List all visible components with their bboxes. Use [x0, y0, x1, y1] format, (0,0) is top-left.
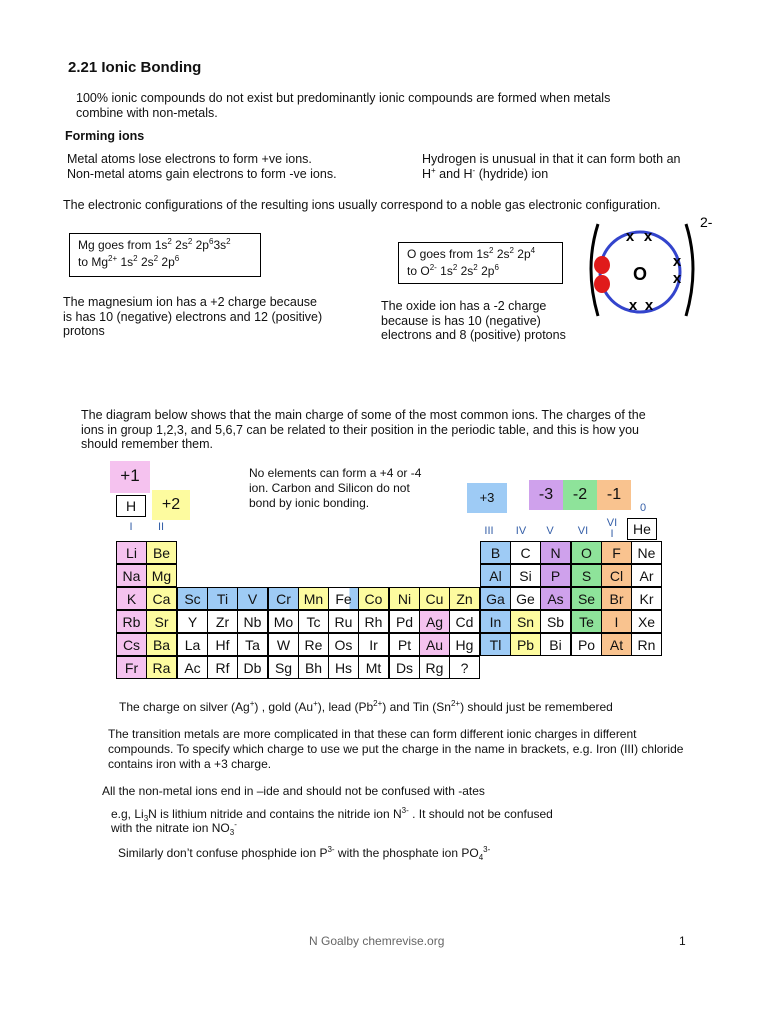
element-Al: Al	[480, 564, 511, 587]
charge-group5: -3	[529, 480, 563, 510]
element-Sr: Sr	[146, 610, 177, 633]
element-I: I	[601, 610, 632, 633]
element-Mg: Mg	[146, 564, 177, 587]
element-Y: Y	[177, 610, 208, 633]
forming-ions-heading: Forming ions	[65, 129, 145, 143]
element-Rb: Rb	[116, 610, 147, 633]
oxide-ion-diagram	[580, 212, 730, 324]
charge-group1: +1	[110, 461, 150, 493]
element-B: B	[480, 541, 511, 564]
element-Ir: Ir	[358, 633, 389, 656]
element-La: La	[177, 633, 208, 656]
nonmetal-ide-text: All the non-metal ions end in –ide and should not be confused with -ates	[102, 784, 485, 798]
element-Os: Os	[328, 633, 359, 656]
element-Cl: Cl	[601, 564, 632, 587]
group-label-III: III	[484, 525, 494, 537]
nitrate-line: with the nitrate ion $NO_3^-$	[111, 820, 237, 837]
element-Hs: Hs	[328, 656, 359, 679]
element-Pb: Pb	[510, 633, 541, 656]
no-four-note: No elements can form a +4 or -4 ion. Carbon and Silicon do not bond by ionic bonding.	[249, 466, 422, 510]
element-O: O	[571, 541, 602, 564]
element-Sc: Sc	[177, 587, 208, 610]
element-Au: Au	[419, 633, 450, 656]
group-label-IV: IV	[515, 525, 527, 537]
element-Nb: Nb	[237, 610, 268, 633]
charge-group7: -1	[597, 480, 631, 510]
element-Zn: Zn	[449, 587, 480, 610]
cross-1: x	[625, 228, 635, 245]
element-P: P	[540, 564, 571, 587]
group-label-I: I	[129, 521, 133, 533]
charge-group3: +3	[467, 483, 507, 513]
element-Ac: Ac	[177, 656, 208, 679]
cross-5: x	[628, 297, 638, 314]
group-label-II: II	[157, 521, 165, 533]
element-Re: Re	[298, 633, 329, 656]
element-As: As	[540, 587, 571, 610]
element-Zr: Zr	[207, 610, 238, 633]
element-Ds: Ds	[389, 656, 420, 679]
element-Ni: Ni	[389, 587, 420, 610]
element-Mo: Mo	[268, 610, 299, 633]
charge-group0: 0	[640, 502, 647, 514]
intro-text: 100% ionic compounds do not exist but predominantly ionic compounds are formed when metals combine with non-metals.	[76, 91, 611, 120]
metal-line-1: Metal atoms lose electrons to form +ve ions.	[67, 152, 312, 166]
element-Bh: Bh	[298, 656, 329, 679]
element-W: W	[268, 633, 299, 656]
group-label-VI: VI	[577, 525, 589, 537]
element-N: N	[540, 541, 571, 564]
element-Mt: Mt	[358, 656, 389, 679]
element-Sn: Sn	[510, 610, 541, 633]
element-Pt: Pt	[389, 633, 420, 656]
element-Be: Be	[146, 541, 177, 564]
electron-dot-1	[594, 256, 610, 274]
element-Ru: Ru	[328, 610, 359, 633]
mg-charge-text: The magnesium ion has a +2 charge because is has 10 (negative) electrons and 12 (positive) protons	[63, 295, 323, 338]
element-Cr: Cr	[268, 587, 299, 610]
o-config-box: O goes from $1s^2$ $2s^2$ $2p^4$ to $O^{2-}$ $1s^2$ $2s^2$ $2p^6$	[398, 242, 563, 284]
element-K: K	[116, 587, 147, 610]
element-Bi: Bi	[540, 633, 571, 656]
electronic-config-text: The electronic configurations of the resulting ions usually correspond to a noble gas electronic configuration.	[63, 198, 661, 212]
element-Tl: Tl	[480, 633, 511, 656]
element-Rf: Rf	[207, 656, 238, 679]
element-unknown: ?	[449, 656, 480, 679]
ion-charge: 2-	[700, 214, 713, 230]
element-Sb: Sb	[540, 610, 571, 633]
element-Ge: Ge	[510, 587, 541, 610]
hydrogen-line-2: H+ and H- (hydride) ion	[422, 166, 549, 181]
element-Hf: Hf	[207, 633, 238, 656]
cross-4: x	[672, 270, 682, 287]
element-Ta: Ta	[237, 633, 268, 656]
element-H: H	[116, 495, 146, 517]
element-Fe: Fe	[328, 587, 359, 610]
element-Rn: Rn	[631, 633, 662, 656]
element-C: C	[510, 541, 541, 564]
element-Mn: Mn	[298, 587, 329, 610]
charge-group6: -2	[563, 480, 597, 510]
element-Sg: Sg	[268, 656, 299, 679]
element-At: At	[601, 633, 632, 656]
bracket-right	[686, 224, 693, 316]
element-Xe: Xe	[631, 610, 662, 633]
page-number: 1	[679, 934, 686, 948]
nitride-line: e.g, $Li_3N$ is lithium nitride and contains the nitride ion $N^{3-}$ . It should not be confused	[111, 806, 553, 823]
element-Kr: Kr	[631, 587, 662, 610]
element-V: V	[237, 587, 268, 610]
element-He: He	[627, 518, 657, 540]
element-Te: Te	[571, 610, 602, 633]
group-label-V: V	[546, 525, 554, 537]
page-title: 2.21 Ionic Bonding	[68, 59, 202, 76]
electron-dot-2	[594, 275, 610, 293]
element-Li: Li	[116, 541, 147, 564]
element-Ba: Ba	[146, 633, 177, 656]
cross-3: x	[672, 253, 682, 270]
element-Pd: Pd	[389, 610, 420, 633]
metal-line-2: Non-metal atoms gain electrons to form -ve ions.	[67, 167, 337, 181]
element-Tc: Tc	[298, 610, 329, 633]
cross-2: x	[643, 228, 653, 245]
element-Na: Na	[116, 564, 147, 587]
phosphide-line: Similarly don’t confuse phosphide ion $P^{3-}$ with the phosphate ion $PO_4^{3-}$	[118, 845, 491, 862]
element-Ne: Ne	[631, 541, 662, 564]
element-S: S	[571, 564, 602, 587]
element-Hg: Hg	[449, 633, 480, 656]
element-Si: Si	[510, 564, 541, 587]
element-Rh: Rh	[358, 610, 389, 633]
element-Ca: Ca	[146, 587, 177, 610]
mg-config-box: Mg goes from $1s^2$ $2s^2$ $2p^63s^2$ to $Mg^{2+}$ $1s^2$ $2s^2$ $2p^6$	[69, 233, 261, 277]
element-Ti: Ti	[207, 587, 238, 610]
oxide-charge-text: The oxide ion has a -2 charge because is has 10 (negative) electrons and 8 (positive) protons	[381, 299, 566, 342]
element-F: F	[601, 541, 632, 564]
charge-group2: +2	[152, 490, 190, 520]
hydrogen-line-1: Hydrogen is unusual in that it can form both an	[422, 152, 681, 166]
element-Ar: Ar	[631, 564, 662, 587]
element-In: In	[480, 610, 511, 633]
oxygen-symbol: O	[632, 264, 648, 284]
element-Cd: Cd	[449, 610, 480, 633]
element-Se: Se	[571, 587, 602, 610]
element-Ra: Ra	[146, 656, 177, 679]
diagram-intro: The diagram below shows that the main charge of some of the most common ions. The charges of the ions in group 1,2,3, and 5,6,7 can be related to their position in the periodic table, and this is how you should remember them.	[81, 408, 646, 451]
element-Rg: Rg	[419, 656, 450, 679]
element-Co: Co	[358, 587, 389, 610]
element-Po: Po	[571, 633, 602, 656]
element-Br: Br	[601, 587, 632, 610]
element-Fr: Fr	[116, 656, 147, 679]
footer-credit: N Goalby chemrevise.org	[309, 934, 445, 948]
element-Db: Db	[237, 656, 268, 679]
element-Ag: Ag	[419, 610, 450, 633]
element-Ga: Ga	[480, 587, 511, 610]
cross-6: x	[644, 297, 654, 314]
transition-text: The transition metals are more complicated in that these can form different ionic charges in different compounds. To specify which charge to use we put the charge in the name in brackets, e.g. Iron (III) chloride contains iron with a +3 charge.	[108, 727, 684, 771]
hydride-text: (hydride) ion	[478, 167, 549, 181]
element-Cs: Cs	[116, 633, 147, 656]
group-label-VII: VI I	[606, 517, 618, 540]
silver-gold-line: The charge on silver (Ag+) , gold (Au+), lead $(Pb^{2+})$ and Tin $(Sn^{2+})$ should just be remembered	[119, 699, 613, 714]
element-Cu: Cu	[419, 587, 450, 610]
